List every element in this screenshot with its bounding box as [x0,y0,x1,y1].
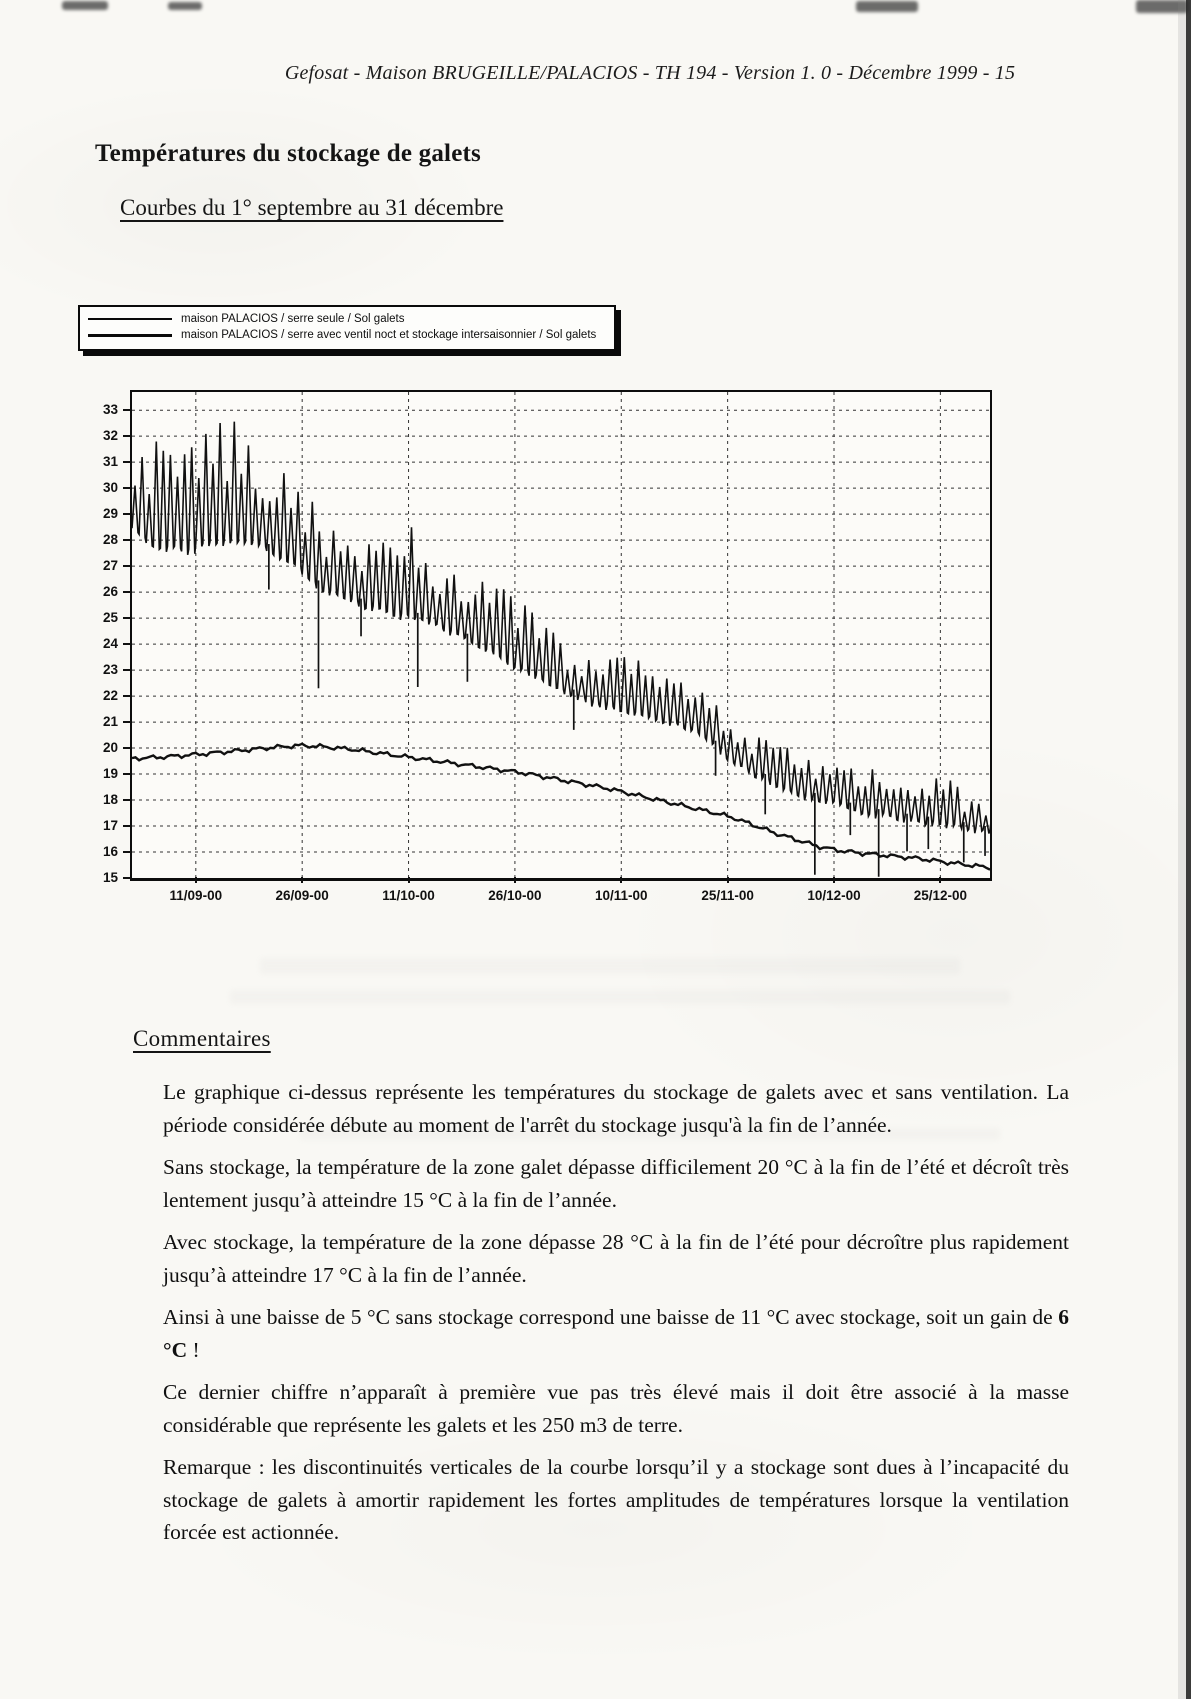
y-axis-tick-mark [123,409,131,411]
scan-smudge-top-3 [856,1,918,12]
y-axis-tick-mark [123,877,131,879]
x-axis-tick-label: 26/09-00 [275,888,329,903]
y-axis-tick-label: 24 [102,636,118,652]
scan-smudge-top-2 [168,2,202,10]
x-axis-tick-label: 11/10-00 [382,888,435,903]
y-axis-tick-label: 15 [102,870,118,885]
comment-text: Avec stockage, la température de la zone dépasse 28 °C à la fin de l’été pour décroître plus rapidement jusqu’à atteindre 17 °C à la fin de l’année. [163,1230,1069,1287]
y-axis-tick-mark [123,435,131,437]
y-axis-tick-mark [123,617,131,619]
ink-bleed-ghost-1 [260,958,960,974]
y-axis-tick-label: 17 [102,818,118,834]
x-axis-tick-label: 10/12-00 [807,888,861,903]
y-axis-labels [88,390,132,885]
x-axis-tick-label: 10/11-00 [594,888,648,903]
x-axis-tick-label: 25/11-00 [701,888,754,903]
y-axis-tick-label: 30 [102,480,118,496]
x-axis-tick-mark [939,877,941,883]
comments-heading: Commentaires [133,1026,271,1051]
y-axis-tick-label: 25 [102,610,118,626]
y-axis-tick-label: 26 [102,584,118,600]
y-axis-tick-mark [123,513,131,515]
y-axis-tick-label: 20 [102,740,118,756]
y-axis-tick-mark [123,695,131,697]
page-title: Températures du stockage de galets [95,140,481,167]
legend-item [88,311,608,327]
y-axis-tick-mark [123,799,131,801]
scan-edge-soft-shadow [1178,0,1186,1699]
y-axis-tick-label: 31 [102,454,118,470]
y-axis-tick-label: 28 [102,532,118,548]
comment-text: Ce dernier chiffre n’apparaît à première vue pas très élevé mais il doit être associé à la masse considérable que représente les galets et les 250 m3 de terre. [163,1380,1069,1437]
comments-body [163,1076,1069,1559]
y-axis-tick-mark [123,643,131,645]
x-axis-tick-label: 11/09-00 [169,888,223,903]
x-axis-labels [130,884,992,904]
y-axis-tick-label: 22 [102,688,118,704]
comment-emphasis: 6 °C [163,1305,1069,1362]
y-axis-tick-label: 29 [102,506,118,522]
y-axis-tick-label: 23 [102,662,118,678]
y-axis-tick-label: 16 [102,844,118,859]
chart-canvas [132,392,990,878]
chart-gridlines [132,392,990,878]
comment-text: Remarque : les discontinuités verticales de la courbe lorsqu’il y a stockage sont dues à l’incapacité du stockage de galets à amortir rapidement les fortes amplitudes de températures lorsque la ventilation forcée est actionnée. [163,1455,1069,1544]
ink-bleed-ghost-2 [230,990,1010,1004]
y-axis-tick-mark [123,461,131,463]
scan-edge-shadow [1186,0,1191,1699]
scan-smudge-top-1 [62,1,108,10]
y-axis-tick-label: 21 [102,714,118,730]
x-axis-tick-mark [301,877,303,883]
comment-text: Sans stockage, la température de la zone galet dépasse difficilement 20 °C à la fin de l’été et décroît très lentement jusqu’à atteindre 15 °C à la fin de l’année. [163,1155,1069,1212]
y-axis-tick-mark [123,539,131,541]
y-axis-tick-mark [123,851,131,853]
comment-paragraph [163,1451,1069,1549]
y-axis-tick-mark [123,825,131,827]
comment-text: Le graphique ci-dessus représente les températures du stockage de galets avec et sans ventilation. La période considérée débute au moment de l'arrêt du stockage jusqu'à la fin de l’année. [163,1080,1069,1137]
y-axis-tick-mark [123,487,131,489]
chart-plot-area [130,390,992,881]
comment-paragraph [163,1376,1069,1441]
y-axis-tick-mark [123,721,131,723]
x-axis-tick-mark [514,877,516,883]
comment-paragraph [163,1226,1069,1291]
legend-label: maison PALACIOS / serre avec ventil noct et stockage intersaisonnier / Sol galets [181,329,597,341]
x-axis-tick-mark [195,877,197,883]
comment-paragraph [163,1301,1069,1366]
y-axis-tick-label: 32 [102,428,118,444]
y-axis-tick-label: 18 [102,792,118,808]
series-serre-avec-stockage [132,422,990,834]
x-axis-tick-label: 26/10-00 [488,888,542,903]
page-header-line: Gefosat - Maison BRUGEILLE/PALACIOS - TH 194 - Version 1. 0 - Décembre 1999 - 15 [284,62,1016,84]
y-axis-tick-mark [123,773,131,775]
x-axis-tick-label: 25/12-00 [913,888,968,903]
comment-text: Ainsi à une baisse de 5 °C sans stockage correspond une baisse de 11 °C avec stockage, soit un gain de [163,1305,1059,1329]
x-axis-tick-mark [620,877,622,883]
y-axis-tick-label: 19 [102,766,118,782]
comment-paragraph [163,1151,1069,1216]
legend-line-sample [88,334,172,337]
legend-item [88,327,608,343]
chart-legend [78,305,616,351]
x-axis-tick-mark [408,877,410,883]
y-axis-tick-mark [123,565,131,567]
legend-label: maison PALACIOS / serre seule / Sol galets [181,313,405,325]
comment-paragraph [163,1076,1069,1141]
y-axis-tick-mark [123,591,131,593]
x-axis-tick-mark [727,877,729,883]
y-axis-tick-mark [123,669,131,671]
legend-line-sample [88,318,172,320]
y-axis-tick-label: 27 [102,558,118,574]
comment-text: ! [187,1337,200,1362]
page-subtitle: Courbes du 1° septembre au 31 décembre [120,195,504,220]
series-serre-seule [132,744,990,870]
x-axis-tick-mark [833,877,835,883]
y-axis-tick-mark [123,747,131,749]
y-axis-tick-label: 33 [102,402,118,418]
